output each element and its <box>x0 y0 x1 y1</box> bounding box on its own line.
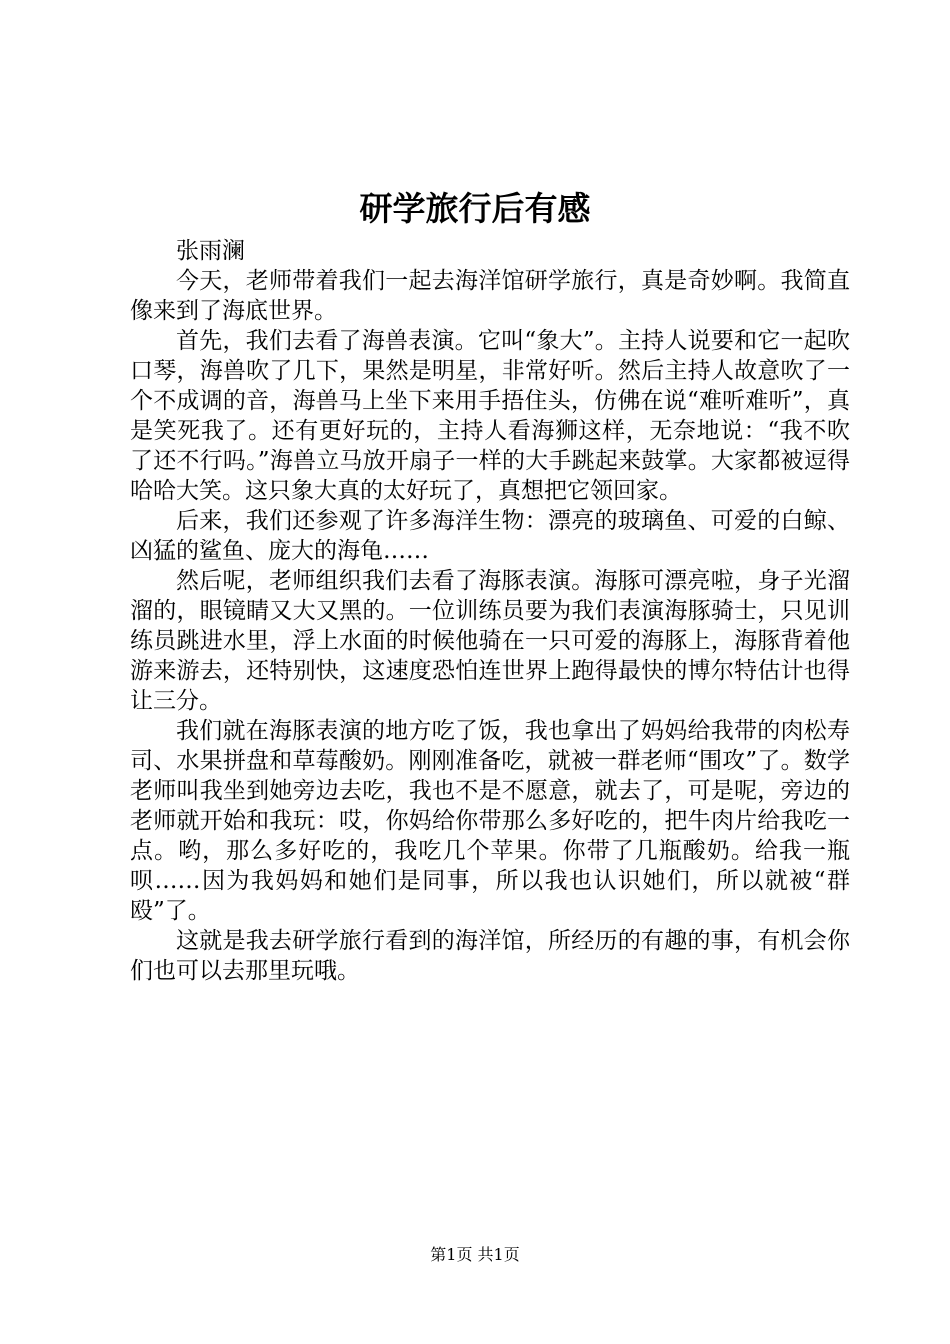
paragraph-1: 今天，老师带着我们一起去海洋馆研学旅行，真是奇妙啊。我简直像来到了海底世界。 <box>130 268 850 324</box>
paragraph-3: 后来，我们还参观了许多海洋生物：漂亮的玻璃鱼、可爱的白鲸、凶猛的鲨鱼、庞大的海龟…… <box>130 508 850 564</box>
paragraph-5: 我们就在海豚表演的地方吃了饭，我也拿出了妈妈给我带的肉松寿司、水果拼盘和草莓酸奶。刚刚准备吃，就被一群老师“围攻”了。数学老师叫我坐到她旁边去吃，我也不是不愿意，就去了，可是呢，旁边的老师就开始和我玩：哎，你妈给你带那么多好吃的，把牛肉片给我吃一点。哟，那么多好吃的，我吃几个苹果。你带了几瓶酸奶。给我一瓶呗……因为我妈妈和她们是同事，所以我也认识她们，所以就被“群殴”了。 <box>130 718 850 924</box>
document-title: 研学旅行后有感 <box>359 189 591 228</box>
paragraph-4: 然后呢，老师组织我们去看了海豚表演。海豚可漂亮啦，身子光溜溜的，眼镜睛又大又黑的。一位训练员要为我们表演海豚骑士，只见训练员跳进水里，浮上水面的时候他骑在一只可爱的海豚上，海豚背着他游来游去，还特别快，这速度恐怕连世界上跑得最快的博尔特估计也得让三分。 <box>130 568 850 714</box>
page-footer: 第1页 共1页 <box>430 1245 520 1264</box>
document-body <box>130 236 850 986</box>
paragraph-2: 首先，我们去看了海兽表演。它叫“象大”。主持人说要和它一起吹口琴，海兽吹了几下，果然是明星，非常好听。然后主持人故意吹了一个不成调的音，海兽马上坐下来用手捂住头，仿佛在说“难听难听”，真是笑死我了。还有更好玩的，主持人看海狮这样，无奈地说：“我不吹了还不行吗。”海兽立马放开扇子一样的大手跳起来鼓掌。大家都被逗得哈哈大笑。这只象大真的太好玩了，真想把它领回家。 <box>130 328 850 504</box>
paragraph-6: 这就是我去研学旅行看到的海洋馆，所经历的有趣的事，有机会你们也可以去那里玩哦。 <box>130 928 850 984</box>
author-line: 张雨澜 <box>176 238 245 264</box>
